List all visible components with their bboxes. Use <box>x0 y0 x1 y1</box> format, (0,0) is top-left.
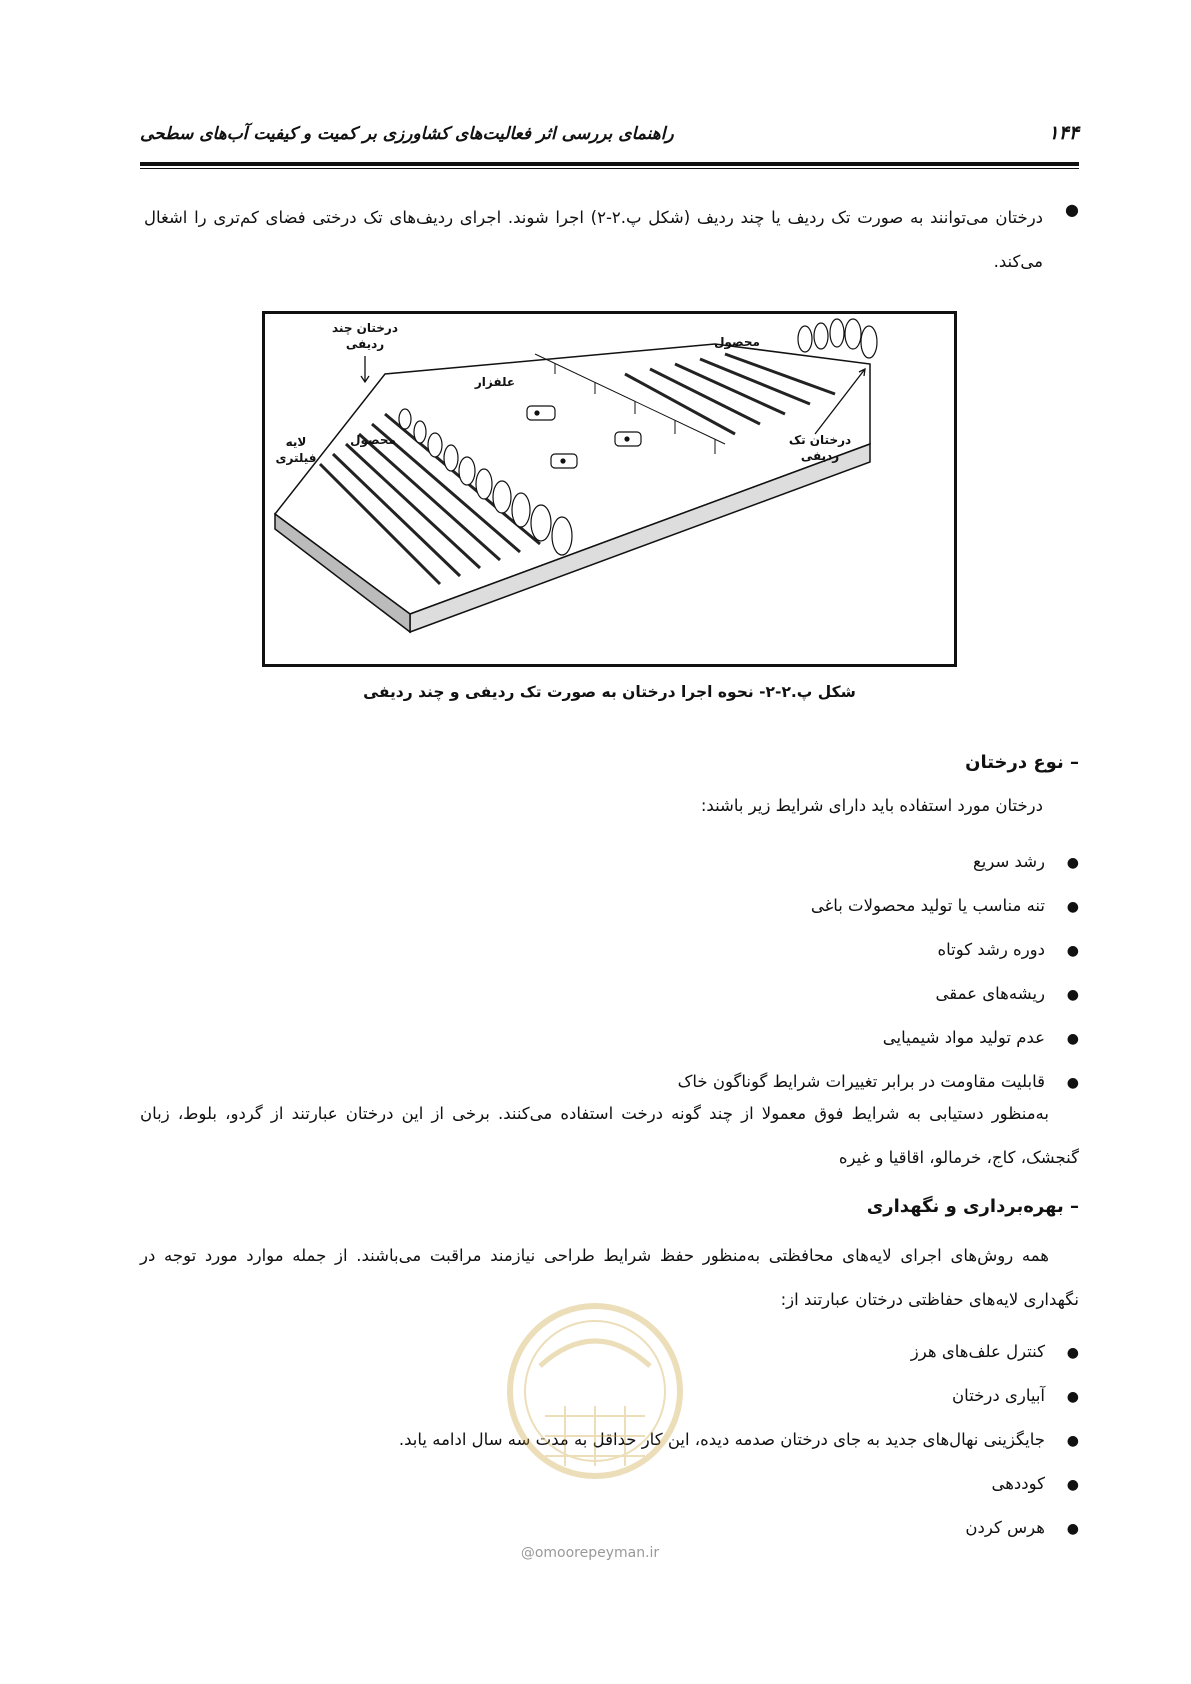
label-pasture: علفزار <box>474 375 516 389</box>
header-rule-thick <box>140 162 1079 166</box>
watermark-seal-icon <box>500 1296 690 1536</box>
bullet-icon: ● <box>1066 987 1079 1003</box>
bullet-icon: ● <box>1066 1477 1079 1493</box>
figure-illustration <box>262 311 957 667</box>
list-item: ●دوره رشد کوتاه <box>678 928 1079 972</box>
header-rule-thin <box>140 168 1079 169</box>
intro-bullet-text: درختان می‌توانند به صورت تک ردیف یا چند ردیف (شکل پ.۲-۲) اجرا شوند. اجرای ردیف‌های تک درختی فضای کم‌تری را اشغال می‌کند. <box>144 208 1044 271</box>
watermark-url: @omoorepeyman.ir <box>520 1545 660 1561</box>
tree-row-single <box>798 319 877 358</box>
bullet-icon: ● <box>1066 1075 1079 1091</box>
list-item: ●هرس کردن <box>399 1506 1079 1550</box>
page-header <box>140 124 1079 154</box>
label-multi-row: درختان چند ردیفی <box>331 321 399 351</box>
label-filter-layer: لایه فیلتری <box>275 435 317 465</box>
bullet-icon: ● <box>1066 943 1079 959</box>
bullet-icon: ● <box>1065 200 1079 219</box>
list-item: ●جایگزینی نهال‌های جدید به جای درختان صدمه دیده، این کار حداقل به مدت سه سال ادامه یابد. <box>399 1418 1079 1462</box>
farmland-diagram <box>265 314 954 664</box>
list-item: ●کنترل علف‌های هرز <box>399 1330 1079 1374</box>
list-item: ●ریشه‌های عمقی <box>678 972 1079 1016</box>
bullet-icon: ● <box>1066 1031 1079 1047</box>
bullet-icon: ● <box>1066 1345 1079 1361</box>
list-item: ●رشد سریع <box>678 840 1079 884</box>
list-item: ●آبیاری درختان <box>399 1374 1079 1418</box>
tree-type-list <box>678 840 1079 1104</box>
list-item: ●تنه مناسب یا تولید محصولات باغی <box>678 884 1079 928</box>
tree-type-intro: درختان مورد استفاده باید دارای شرایط زیر باشند: <box>700 796 1043 815</box>
section-heading-tree-type: – نوع درختان <box>965 752 1079 773</box>
bullet-icon: ● <box>1066 899 1079 915</box>
list-item: ●عدم تولید مواد شیمیایی <box>678 1016 1079 1060</box>
bullet-icon: ● <box>1066 855 1079 871</box>
label-crop-left: محصول <box>350 433 396 447</box>
label-crop-top: محصول <box>714 335 760 349</box>
list-item: ●کوددهی <box>399 1462 1079 1506</box>
label-single-row: درختان تک ردیفی <box>788 433 852 463</box>
figure-caption: شکل پ.۲-۲- نحوه اجرا درختان به صورت تک ردیفی و چند ردیفی <box>363 683 856 701</box>
list-item: ●قابلیت مقاومت در برابر تغییرات شرایط گوناگون خاک <box>678 1060 1079 1104</box>
page-number: ۱۴۴ <box>1048 122 1079 144</box>
bullet-icon: ● <box>1066 1389 1079 1405</box>
bullet-icon: ● <box>1066 1433 1079 1449</box>
bullet-icon: ● <box>1066 1521 1079 1537</box>
maintenance-intro: همه روش‌های اجرای لایه‌های محافظتی به‌منظور حفظ شرایط طراحی نیازمند مراقبت می‌باشند. از جمله موارد مورد توجه در نگهداری لایه‌های حفاظتی درختان عبارتند از: <box>140 1246 1079 1309</box>
running-title: راهنمای بررسی اثر فعالیت‌های کشاورزی بر کمیت و کیفیت آب‌های سطحی <box>140 124 674 144</box>
tree-type-closing: به‌منظور دستیابی به شرایط فوق معمولا از چند گونه درخت استفاده می‌کنند. برخی از این درختان عبارتند از گردو، بلوط، زبان گنجشک، کاج، خرمالو، اقاقیا و غیره <box>140 1104 1079 1167</box>
section-heading-maintenance: – بهره‌برداری و نگهداری <box>866 1196 1079 1217</box>
